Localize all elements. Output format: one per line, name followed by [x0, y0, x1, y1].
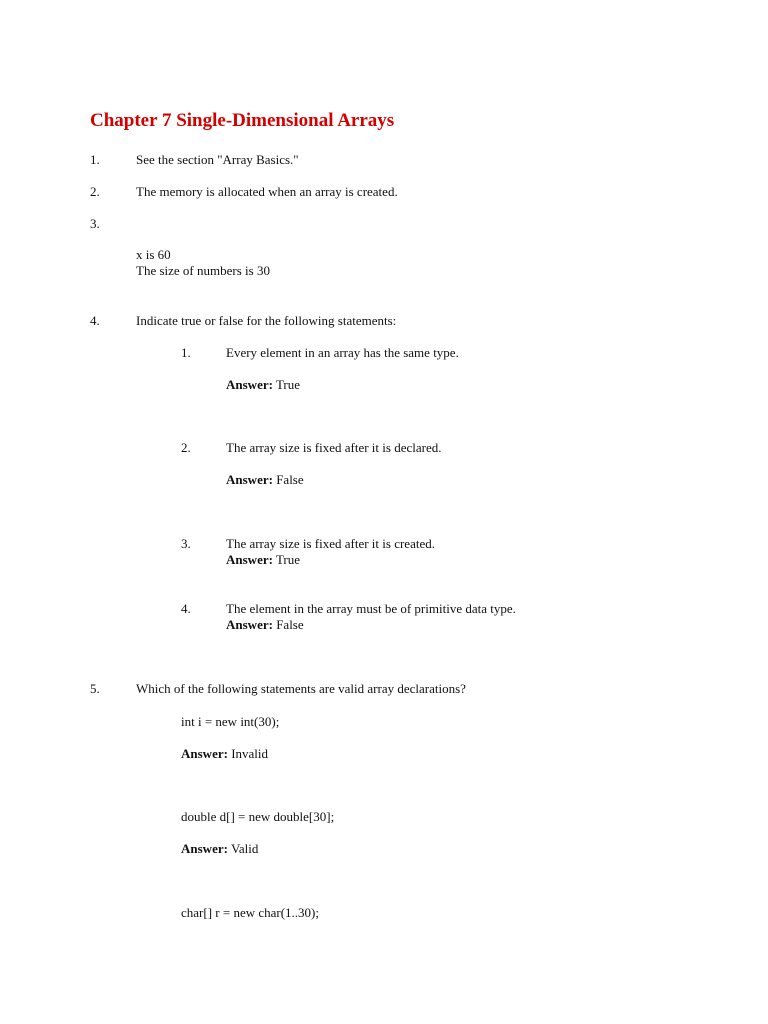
chapter-title: Chapter 7 Single-Dimensional Arrays — [90, 110, 395, 131]
answer-value: True — [275, 552, 301, 567]
question-text: Which of the following statements are valid array declarations? — [136, 681, 466, 696]
question-number: 4. — [90, 313, 100, 328]
answer — [226, 377, 300, 393]
code-line: double d[] = new double[30]; — [181, 809, 335, 824]
sub-item-number: 3. — [181, 536, 191, 551]
answer-value: Valid — [230, 841, 259, 856]
answer-line: The size of numbers is 30 — [136, 263, 270, 278]
answer — [181, 746, 268, 762]
answer — [226, 617, 304, 633]
question-text: See the section "Array Basics." — [136, 152, 299, 167]
answer-label: Answer: — [226, 617, 273, 632]
sub-item-number: 4. — [181, 601, 191, 616]
question-number: 2. — [90, 184, 100, 199]
code-line: char[] r = new char(1..30); — [181, 905, 319, 920]
sub-item-text: The element in the array must be of primitive data type. — [226, 601, 516, 616]
answer — [226, 552, 300, 568]
answer-line: x is 60 — [136, 247, 171, 262]
answer-label: Answer: — [226, 472, 273, 487]
sub-item-text: The array size is fixed after it is created. — [226, 536, 435, 551]
sub-item-number: 1. — [181, 345, 191, 360]
answer-label: Answer: — [226, 377, 273, 392]
question-number: 5. — [90, 681, 100, 696]
code-line: int i = new int(30); — [181, 714, 280, 729]
sub-item-text: The array size is fixed after it is declared. — [226, 440, 442, 455]
answer-value: False — [276, 617, 304, 632]
question-text: The memory is allocated when an array is created. — [136, 184, 398, 199]
answer-value: False — [276, 472, 304, 487]
answer — [226, 472, 304, 488]
answer-value: True — [275, 377, 301, 392]
answer-label: Answer: — [226, 552, 273, 567]
answer-label: Answer: — [181, 841, 228, 856]
answer-value: Invalid — [231, 746, 269, 761]
sub-item-number: 2. — [181, 440, 191, 455]
sub-item-text: Every element in an array has the same type. — [226, 345, 459, 360]
question-number: 3. — [90, 216, 100, 231]
question-text: Indicate true or false for the following statements: — [136, 313, 397, 328]
answer — [181, 841, 258, 857]
answer-label: Answer: — [181, 746, 228, 761]
question-number: 1. — [90, 152, 100, 167]
